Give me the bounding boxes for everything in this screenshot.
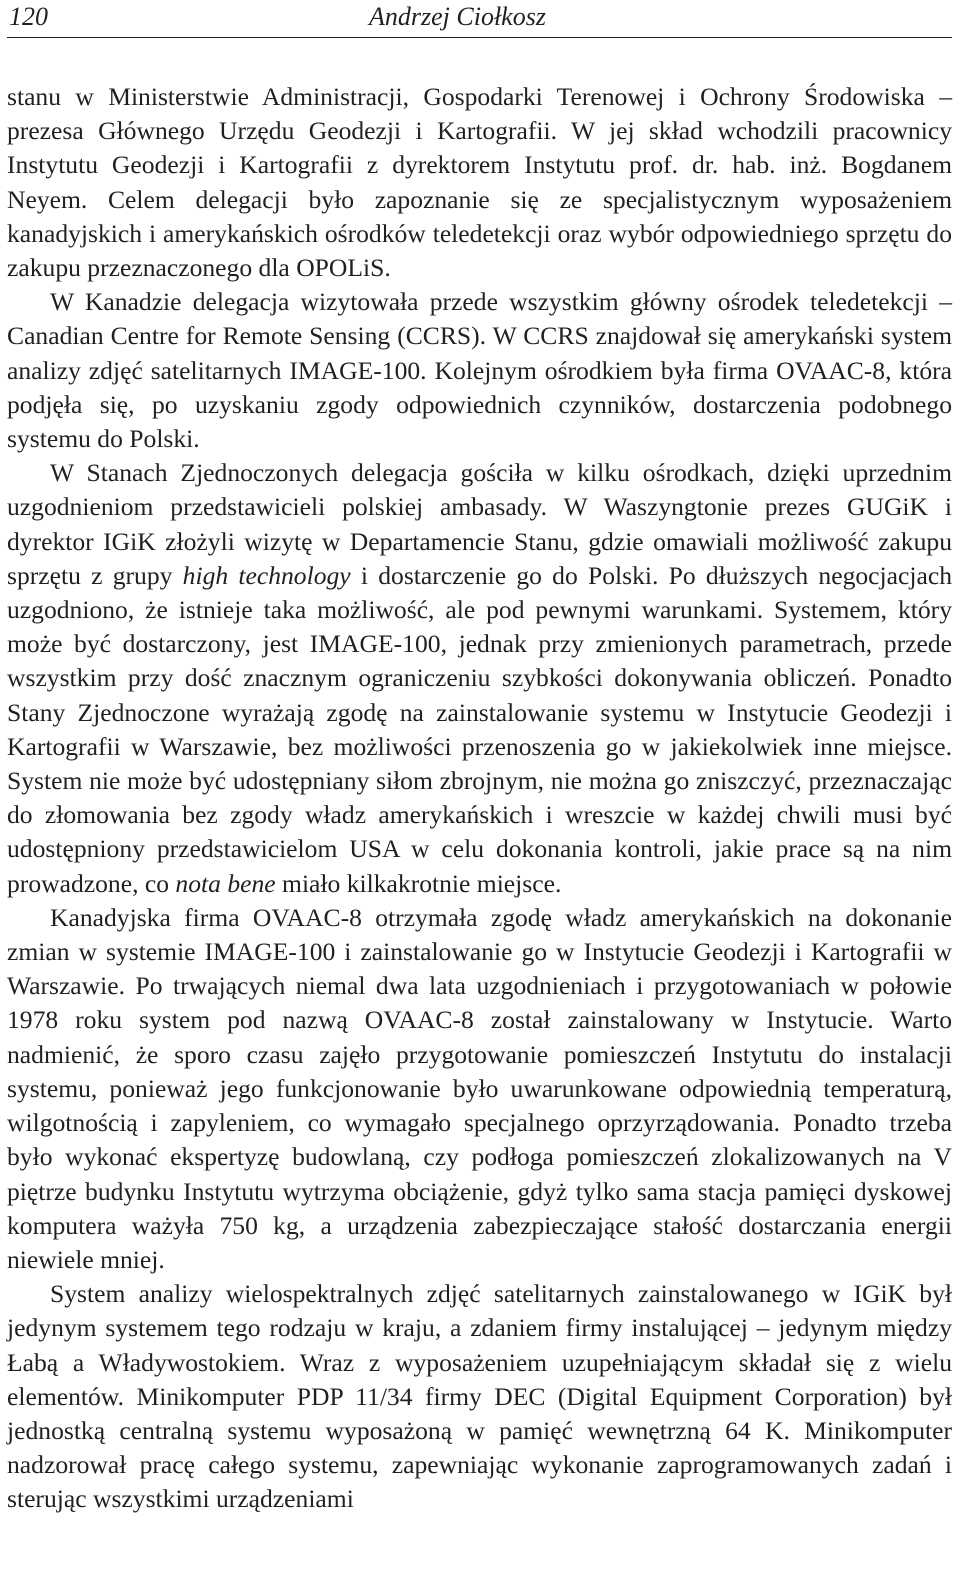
header-rule <box>7 37 952 38</box>
running-header <box>7 0 952 32</box>
running-author: Andrzej Ciołkosz <box>369 2 546 31</box>
paragraph-4: Kanadyjska firma OVAAC-8 otrzymała zgodę władz amerykańskich na dokonanie zmian w systemie IMAGE-100 i zainstalowanie go w Instytucie Geodezji i Kartografii w Warszawie. Po trwających niemal dwa lata uzgodnieniach i przygotowaniach w połowie 1978 roku system pod nazwą OVAAC-8 został zainstalowany w Instytucie. Warto nadmienić, że sporo czasu zajęło przygotowanie pomieszczeń Instytutu do instalacji systemu, ponieważ jego funkcjonowanie było uwarunkowane odpowiednią temperaturą, wilgotnością i zapyleniem, co wymagało specjalnego oprzyrządowania. Ponadto trzeba było wykonać ekspertyzę budowlaną, czy podłoga pomieszczeń zlokalizowanych na V piętrze budynku Instytutu wytrzyma obciążenie, gdyż tylko sama stacja pamięci dyskowej komputera ważyła 750 kg, a urządzenia zabezpieczające stałość dostarczania energii niewiele mniej. <box>7 902 952 1274</box>
paragraph-2: W Kanadzie delegacja wizytowała przede wszystkim główny ośrodek teledetekcji – Canadian Centre for Remote Sensing (CCRS). W CCRS znajdował się amerykański system analizy zdjęć satelitarnych IMAGE-100. Kolejnym ośrodkiem była firma OVAAC-8, która podjęła się, po uzyskaniu zgody odpowiednich czynników, dostarczenia podobnego systemu do Polski. <box>7 287 952 454</box>
paragraph-3-text-a: W Stanach Zjednoczonych delegacja gościła w kilku ośrodkach, dzięki uprzednim uzgodnieniom przedstawicieli polskiej ambasady. W Waszyngtonie prezes GUGiK i dyrektor IGiK złożyli wizytę w Departamencie Stanu, gdzie omawiali możliwość zakupu sprzętu z grupy <box>7 458 952 590</box>
paragraph-1: stanu w Ministerstwie Administracji, Gospodarki Terenowej i Ochrony Środowiska – prezesa Głównego Urzędu Geodezji i Kartografii. W jej skład wchodzili pracownicy Instytutu Geodezji i Kartografii z dyrektorem Instytutu prof. dr. hab. inż. Bogdanem Neyem. Celem delegacji było zapoznanie się ze specjalistycznym wyposażeniem kanadyjskich i amerykańskich ośrodków teledetekcji oraz wybór odpowiedniego sprzętu do zakupu przeznaczonego dla OPOLiS. <box>7 82 952 283</box>
paragraph-5: System analizy wielospektralnych zdjęć satelitarnych zainstalowanego w IGiK był jedynym systemem tego rodzaju w kraju, a zdaniem firmy instalującej – jedynym między Łabą a Władywostokiem. Wraz z wyposażeniem uzupełniającym składał się z wielu elementów. Minikomputer PDP 11/34 firmy DEC (Digital Equipment Corporation) był jednostką centralną systemu wyposażoną w pamięć wewnętrzną 64 K. Minikomputer nadzorował pracę całego systemu, zapewniając wykonanie zaprogramowanych zadań i sterując wszystkimi urządzeniami <box>7 1279 952 1514</box>
paragraph-3-text-b: i dostarczenie go do Polski. Po dłuższych negocjacjach uzgodniono, że istnieje taka możliwość, ale pod pewnymi warunkami. Systemem, który może być dostarczony, jest IMAGE-100, jednak przy zmienionych parametrach, przede wszystkim przy dość znacznym ograniczeniu szybkości dokonywania obliczeń. Ponadto Stany Zjednoczone wyrażają zgodę na zainstalowanie systemu w Instytucie Geodezji i Kartografii w Warszawie, bez możliwości przenoszenia go w jakiekolwiek inne miejsce. System nie może być udostępniany siłom zbrojnym, nie można go zniszczyć, przeznaczając do złomowania bez zgody władz amerykańskich i wreszcie w każdej chwili musi być udostępniony przedstawicielom USA w celu dokonania kontroli, jakie prace są na nim prowadzone, co <box>7 560 952 898</box>
body-text <box>7 80 952 1517</box>
page-number: 120 <box>9 2 48 31</box>
paragraph-3-text-c: miało kilkakrotnie miejsce. <box>275 868 562 898</box>
italic-term-high-technology: high technology <box>182 560 351 590</box>
paragraph-3 <box>7 456 952 901</box>
italic-term-nota-bene: nota bene <box>175 868 276 898</box>
